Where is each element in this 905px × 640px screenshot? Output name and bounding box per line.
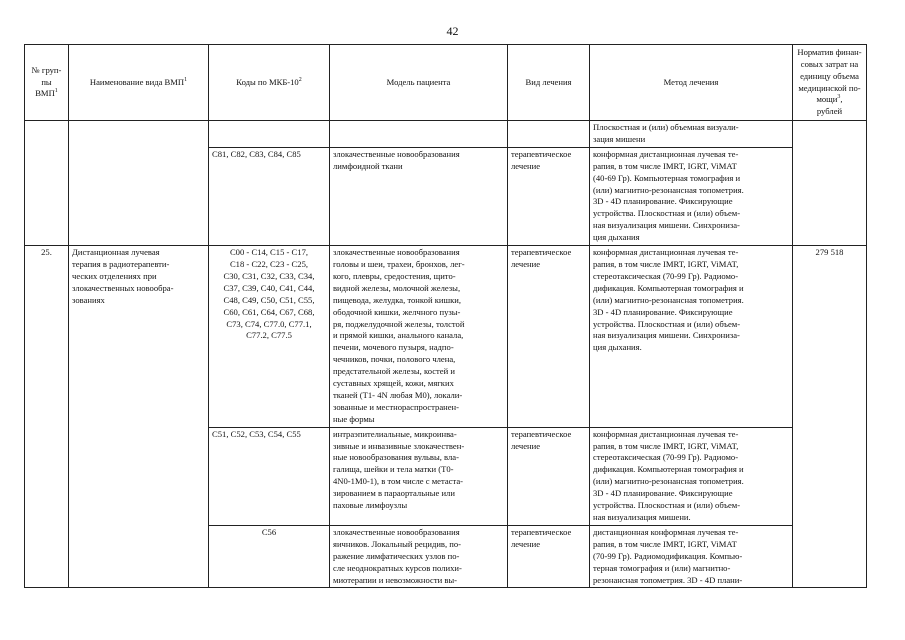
page-number: 42 (446, 24, 459, 38)
cell-treatment-type: терапевтическое лечение (508, 147, 590, 245)
cell-type-name: Дистанционная лучевая терапия в радиотерапевти- ческих отделениях при злокачественных новообра- зованиях (69, 246, 209, 588)
cell-codes: C51, C52, C53, C54, C55 (209, 427, 330, 525)
cell-empty (330, 121, 508, 148)
table-row (25, 121, 867, 148)
cell-cost: 279 518 (793, 246, 867, 588)
header-codes: Коды по МКБ-$10^2$ (209, 45, 330, 121)
cell-patient-model: злокачественные новообразования головы и шеи, трахеи, бронхов, лег- кого, плевры, средостения, щито- видной железы, молочной железы, пищевода, желудка, тонкой кишки, ободочной кишки, желчного пузы- ря, поджелудочной железы, толстой и прямой кишки, анального канала, печени, мочевого пузыря, надпо- чечников, почки, полового члена, предстательной железы, костей и суставных хрящей, кожи, мягких тканей (T1- 4N любая M0), локали- зованные и местнораспространен- ные формы (330, 246, 508, 428)
cell-method: конформная дистанционная лучевая те- рапия, в том числе IMRT, IGRT, ViMAT, стереотаксическая (70-99 Гр). Радиомо- дификация. Компьютерная томография и (или) магнитно-резонансная топометрия. 3D - 4D планирование. Фиксирующие устройства. Плоскостная и (или) объем- ная визуализация мишени. (590, 427, 793, 525)
cell-group-number: 25. (25, 246, 69, 588)
cell-treatment-type: терапевтическое лечение (508, 525, 590, 588)
cell-treatment-type: терапевтическое лечение (508, 246, 590, 428)
table-header-row (25, 45, 867, 121)
cell-patient-model: интраэпителиальные, микроинва- зивные и инвазивные злокачествен- ные новообразования вульвы, вла- галища, шейки и тела матки (T0- 4N0-1M0-1), в том числе с метаста- зированием в параортальные или паховые лимфоузлы (330, 427, 508, 525)
cell-codes: C00 - C14, C15 - C17, C18 - C22, C23 - C25, C30, C31, C32, C33, C34, C37, C39, C40, C41, C44, C48, C49, C50, C51, C55, C60, C61, C64, C67, C68, C73, C74, C77.0, C77.1, C77.2, C77.5 (209, 246, 330, 428)
cell-patient-model: злокачественные новообразования яичников. Локальный рецидив, по- ражение лимфатических узлов по- сле неоднократных курсов полихи- миотерапии и невозможности вы- (330, 525, 508, 588)
cell-treatment-type: терапевтическое лечение (508, 427, 590, 525)
cell-empty (69, 121, 209, 246)
table-row (25, 246, 867, 428)
header-type-name: Наименование вида ВМП$^1$ (69, 45, 209, 121)
cell-empty (209, 121, 330, 148)
cell-codes: C81, C82, C83, C84, C85 (209, 147, 330, 245)
header-treatment-method: Метод лечения (590, 45, 793, 121)
cell-empty (25, 121, 69, 246)
cell-method: Плоскостная и (или) объемная визуали- зация мишени (590, 121, 793, 148)
cell-patient-model: злокачественные новообразования лимфоидной ткани (330, 147, 508, 245)
cell-method: дистанционная конформная лучевая те- рапия, в том числе IMRT, IGRT, ViMAT (70-99 Гр). Радиомодификация. Компью- терная томография и (или) магнитно- резонансная топометрия. 3D - 4D плани- (590, 525, 793, 588)
cell-empty (508, 121, 590, 148)
vmp-table (24, 44, 867, 588)
header-patient-model: Модель пациента (330, 45, 508, 121)
header-group-number: № груп- пы ВМП$^1$ (25, 45, 69, 121)
header-cost-norm: Норматив финан- совых затрат на единицу объема медицинской по- мощи$^3$, рублей (793, 45, 867, 121)
cell-empty (793, 121, 867, 246)
cell-method: конформная дистанционная лучевая те- рапия, в том числе IMRT, IGRT, ViMAT, стереотаксическая (70-99 Гр). Радиомо- дификация. Компьютерная томография и (или) магнитно-резонансная топометрия. 3D - 4D планирование. Фиксирующие устройства. Плоскостная и (или) объем- ная визуализация мишени. Синхрониза- ция дыхания. (590, 246, 793, 428)
cell-method: конформная дистанционная лучевая те- рапия, в том числе IMRT, IGRT, ViMAT (40-69 Гр). Компьютерная томография и (или) магнитно-резонансная топометрия. 3D - 4D планирование. Фиксирующие устройства. Плоскостная и (или) объем- ная визуализация мишени. Синхрониза- ция дыхания (590, 147, 793, 245)
cell-codes: C56 (209, 525, 330, 588)
header-treatment-type: Вид лечения (508, 45, 590, 121)
